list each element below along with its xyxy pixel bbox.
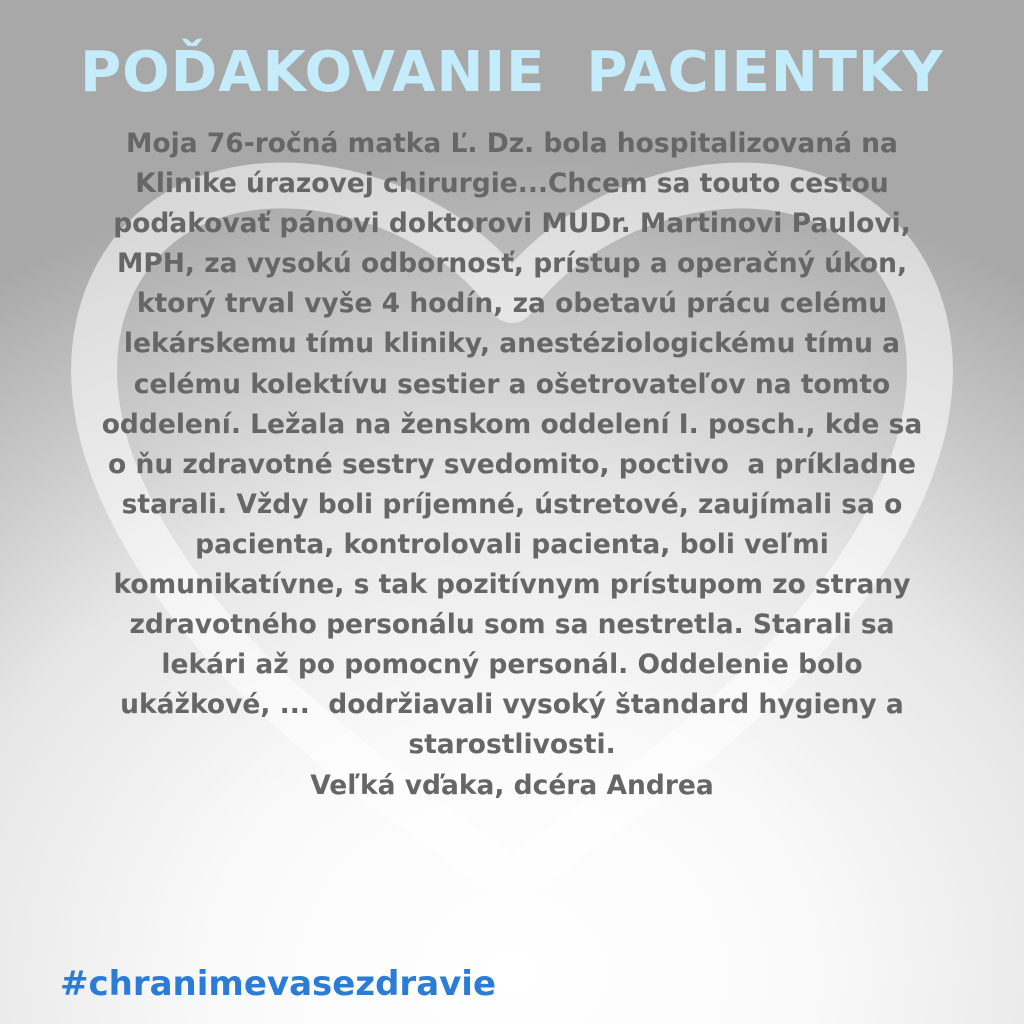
testimonial-line: ktorý trval vyše 4 hodín, za obetavú prácu celému [136,288,888,320]
testimonial-line: celému kolektívu sestier a ošetrovateľov na tomto [133,368,891,400]
testimonial-line: Klinike úrazovej chirurgie...Chcem sa touto cestou [135,168,889,200]
testimonial-line: poďakovať pánovi doktorovi MUDr. Martinovi Paulovi, [113,208,911,240]
testimonial-line: zdravotného personálu som sa nestretla. Starali sa [129,609,895,641]
signature: Veľká vďaka, dcéra Andrea [310,769,714,801]
testimonial-line: ukážkové, ... dodržiavali vysoký štandard hygieny a [120,689,904,721]
testimonial-line: lekárskemu tímu kliniky, anestéziologickému tímu a [123,328,901,360]
testimonial-line: lekári až po pomocný personál. Oddelenie bolo [161,649,863,681]
page-title: POĎAKOVANIE PACIENTKY [80,40,944,105]
testimonial-line: pacienta, kontrolovali pacienta, boli veľmi [195,528,829,560]
testimonial-text [40,124,984,806]
hashtag-link[interactable]: #chranimevasezdravie [60,964,497,1004]
testimonial-line: Moja 76-ročná matka Ľ. Dz. bola hospitalizovaná na [126,128,898,159]
testimonial-line: starali. Vždy boli príjemné, ústretové, zaujímali sa o [121,488,903,520]
testimonial-line: o ňu zdravotné sestry svedomito, poctivo a príkladne [108,448,916,480]
testimonial-line: MPH, za vysokú odbornosť, prístup a operačný úkon, [116,248,908,280]
testimonial-line: komunikatívne, s tak pozitívnym prístupom zo strany [113,569,911,601]
testimonial-line: oddelení. Ležala na ženskom oddelení I. posch., kde sa [101,408,923,440]
testimonial-line: starostlivosti. [408,729,616,761]
